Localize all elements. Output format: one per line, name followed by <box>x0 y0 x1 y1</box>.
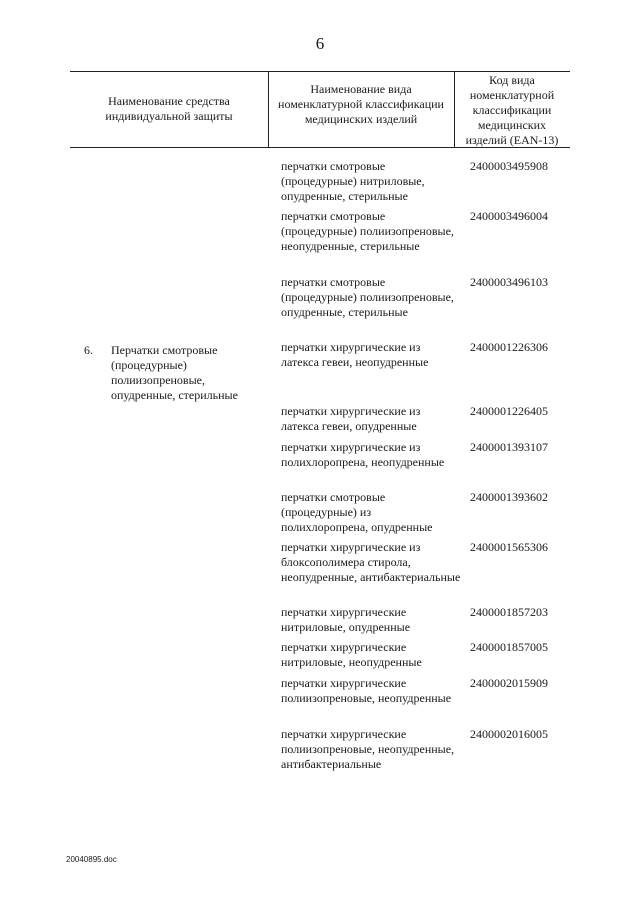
item-name: перчатки хирургические из полихлоропрена, неопудренные <box>281 440 445 469</box>
item-code: 2400001393107 <box>470 440 548 454</box>
item-name: перчатки смотровые (процедурные) нитриловые, опудренные, стерильные <box>281 159 425 203</box>
header-divider-2 <box>454 71 455 148</box>
header-col-protection-name: Наименование средства индивидуальной защиты <box>105 94 233 123</box>
table-top-rule <box>70 71 570 72</box>
item-code: 2400001857005 <box>470 640 548 654</box>
item-code: 2400003496103 <box>470 275 548 289</box>
item-name: перчатки хирургические из латекса гевеи, опудренные <box>281 404 421 433</box>
item-code: 2400002016005 <box>470 727 548 741</box>
item-name: перчатки хирургические нитриловые, опудренные <box>281 605 411 634</box>
item-code: 2400001857203 <box>470 605 548 619</box>
item-name: перчатки хирургические из блоксополимера стирола, неопудренные, антибактериальные <box>281 540 461 584</box>
row-protection-name: Перчатки смотровые (процедурные) полиизопреновые, опудренные, стерильные <box>111 343 238 402</box>
item-name: перчатки хирургические полиизопреновые, неопудренные <box>281 676 452 705</box>
item-name: перчатки хирургические из латекса гевеи, неопудренные <box>281 340 429 369</box>
item-code: 2400001393602 <box>470 490 548 504</box>
item-name: перчатки хирургические нитриловые, неопудренные <box>281 640 422 669</box>
item-name: перчатки смотровые (процедурные) полиизопреновые, опудренные, стерильные <box>281 275 454 319</box>
header-col-ean-code: Код вида номенклатурной классификации медицинских изделий (EAN-13) <box>465 73 559 147</box>
header-divider-1 <box>268 71 269 148</box>
item-code: 2400001226306 <box>470 340 548 354</box>
footer-filename: 20040895.doc <box>66 855 117 864</box>
item-code: 2400003495908 <box>470 159 548 173</box>
item-name: перчатки смотровые (процедурные) полиизопреновые, неопудренные, стерильные <box>281 209 454 253</box>
item-name: перчатки смотровые (процедурные) из полихлоропрена, опудренные <box>281 490 433 534</box>
item-code: 2400001565306 <box>470 540 548 554</box>
page-number: 6 <box>315 34 325 53</box>
header-col-classification-name: Наименование вида номенклатурной классификации медицинских изделий <box>278 82 444 126</box>
item-code: 2400001226405 <box>470 404 548 418</box>
item-code: 2400003496004 <box>470 209 548 223</box>
item-name: перчатки хирургические полиизопреновые, неопудренные, антибактериальные <box>281 727 455 771</box>
item-code: 2400002015909 <box>470 676 548 690</box>
row-number: 6. <box>84 343 93 357</box>
